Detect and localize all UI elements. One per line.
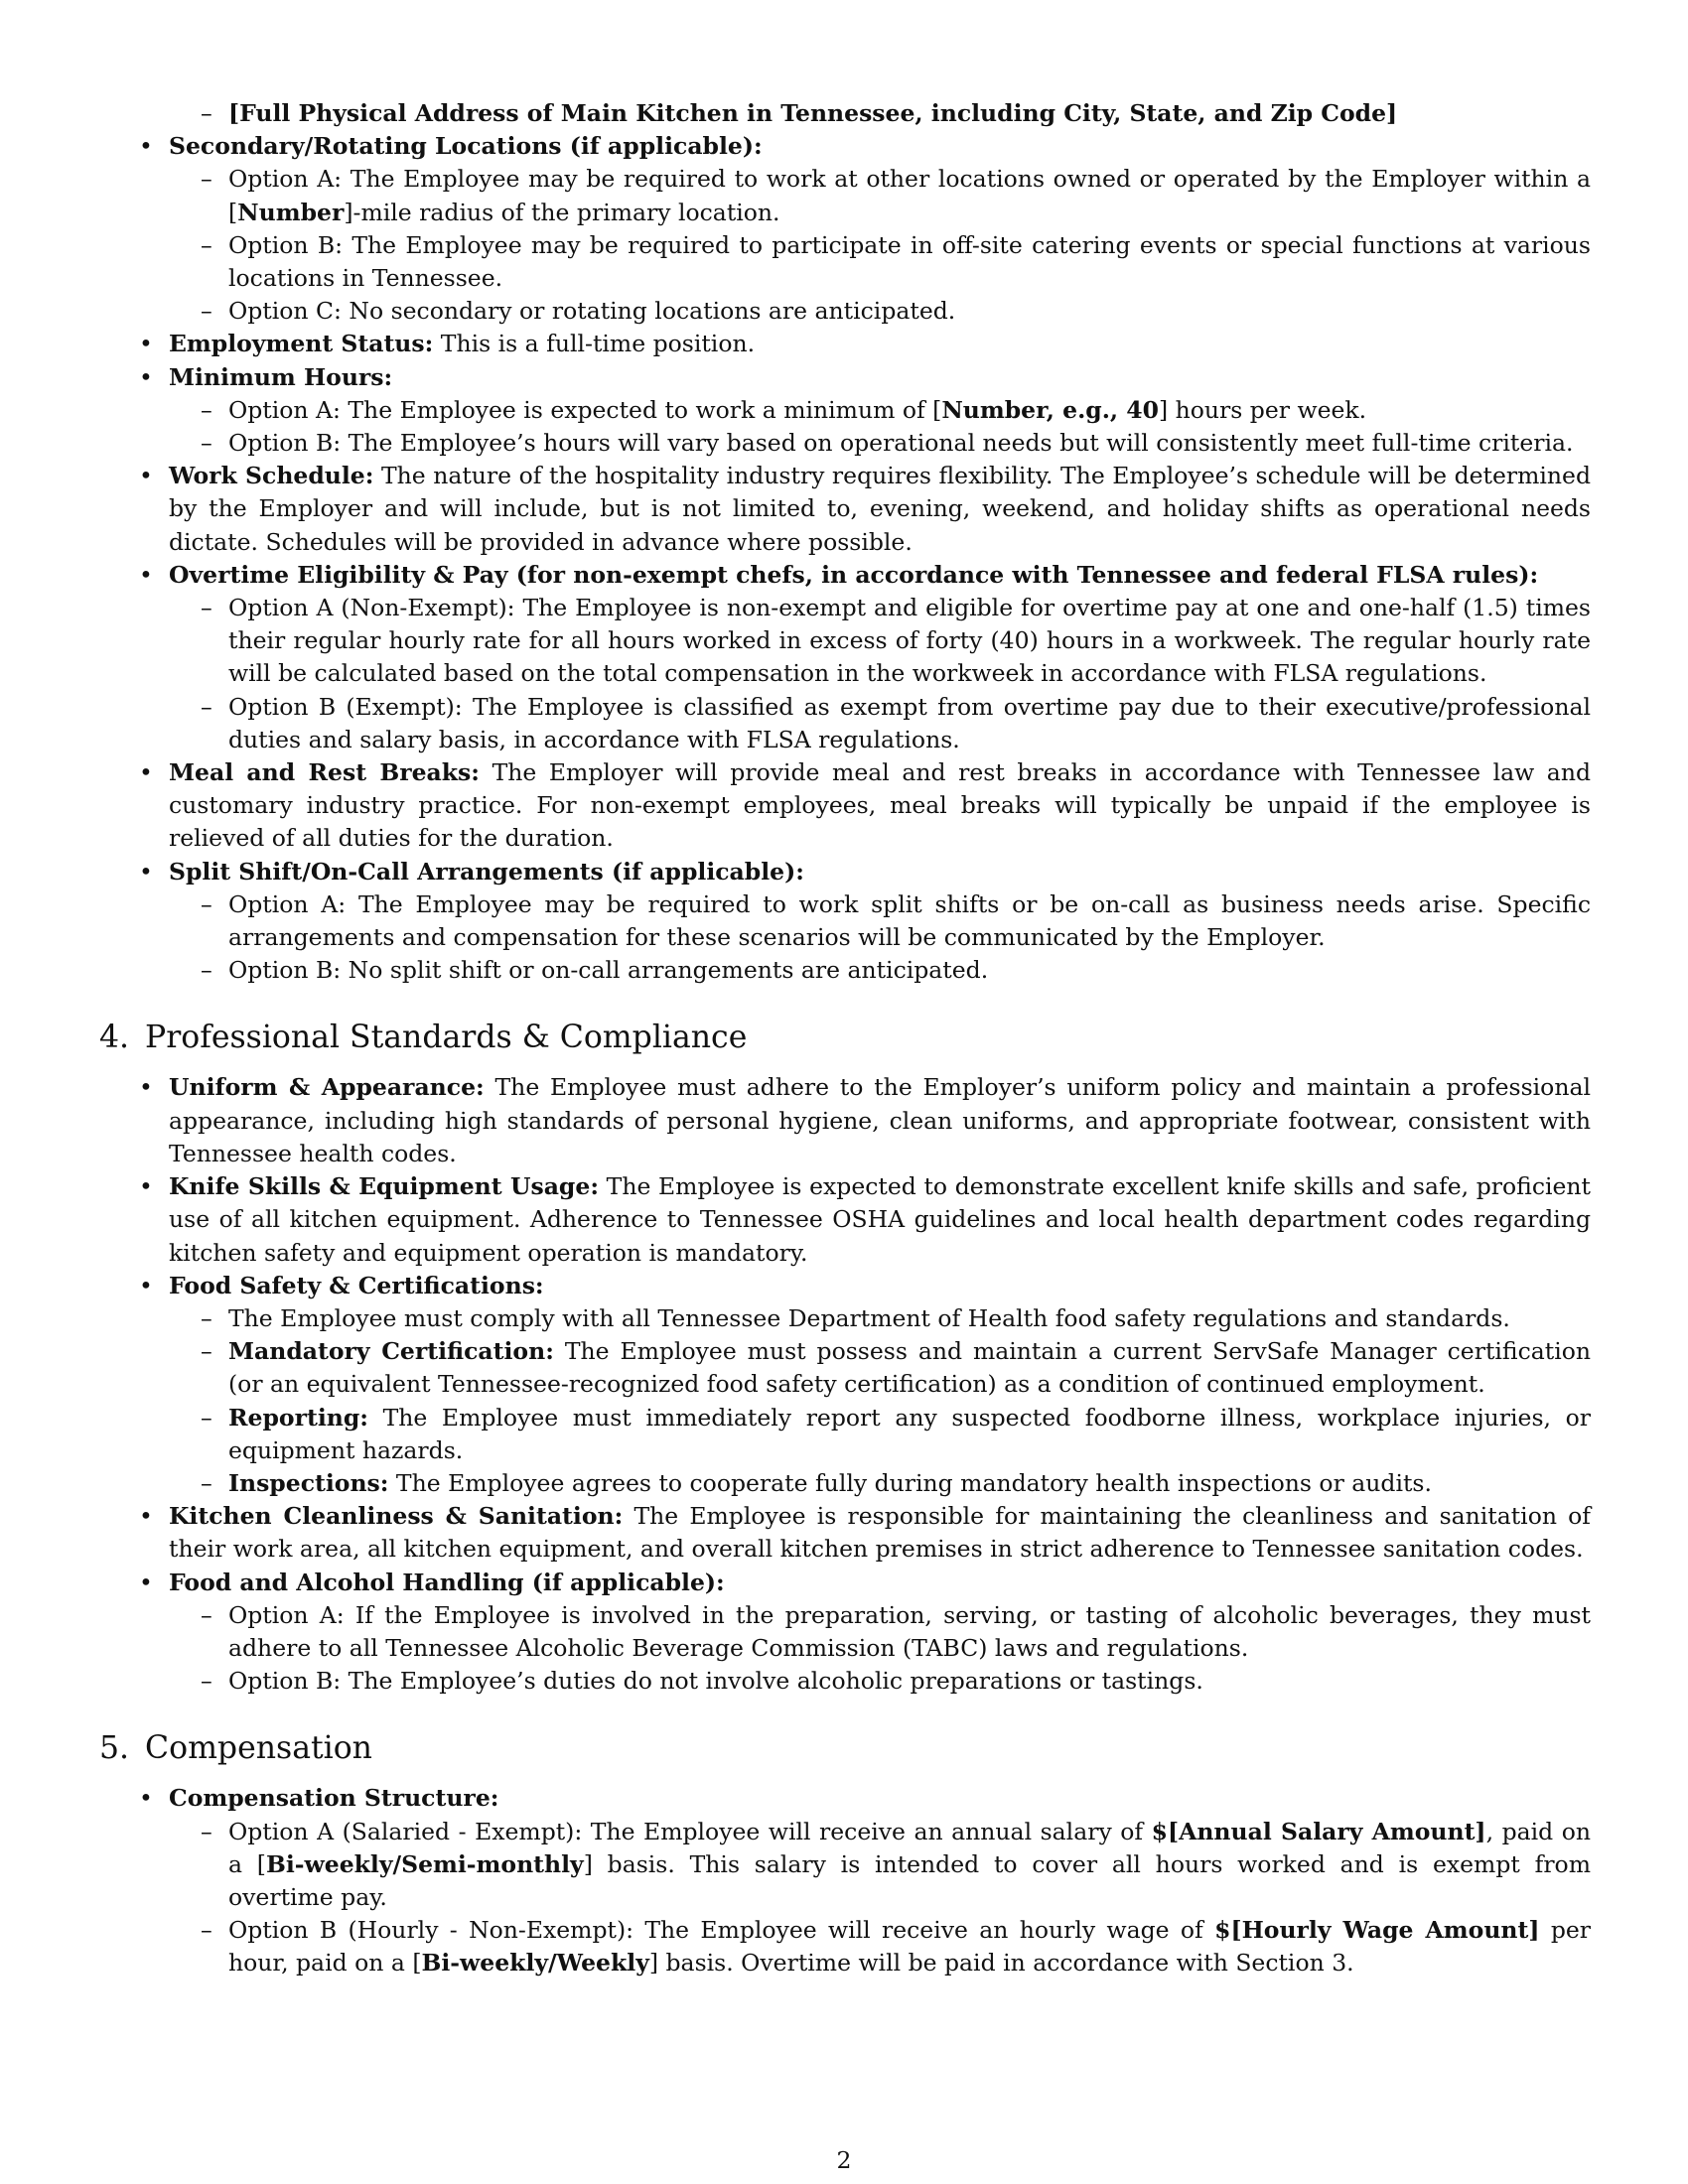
secondary-locations-label: Secondary/Rotating Locations (if applicable): (169, 132, 763, 161)
alcohol-option-a: – Option A: If the Employee is involved in the preparation, serving, or tasting of alcoholic beverages, they must adhere to all Tennessee Alcoholic Beverage Commission (TABC) laws and regulations. (228, 1599, 1591, 1665)
section4-number: 4. (99, 1020, 130, 1056)
cleanliness-text: The Employee is responsible for maintaining the cleanliness and sanitation of their work area, all kitchen equipment, and overall kitchen premises in strict adherence to Tennessee sanitation codes. (169, 1502, 1592, 1564)
compensation-structure-item (169, 1782, 1591, 1979)
secondary-option-b: – Option B: The Employee may be required to participate in off-site catering events or special functions at various locations in Tennessee. (228, 229, 1591, 295)
uniform-label: Uniform & Appearance: (169, 1073, 485, 1102)
cleanliness-item (169, 1500, 1591, 1566)
minimum-hours-option-b: – Option B: The Employee’s hours will vary based on operational needs but will consistently meet full-time criteria. (228, 427, 1591, 460)
compensation-option-a-rest: ] basis. This salary is intended to cover all hours worked and is exempt from overtime pay. (228, 1849, 1591, 1911)
address-placeholder: [Full Physical Address of Main Kitchen in Tennessee, including City, State, and Zip Code] (228, 99, 1398, 127)
secondary-locations-item (169, 130, 1591, 328)
section5-list (99, 1782, 1591, 1979)
section5-title: Compensation (145, 1730, 372, 1767)
secondary-option-a-number: Number (237, 198, 345, 226)
minimum-hours-option-a-rest: ] hours per week. (1158, 395, 1367, 424)
employment-status-item (169, 328, 1591, 360)
alcohol-option-b: – Option B: The Employee’s duties do not involve alcoholic preparations or tastings. (228, 1665, 1591, 1698)
salary-pay-schedule: Bi-weekly/Semi-monthly (265, 1849, 584, 1878)
overtime-option-b: – Option B (Exempt): The Employee is classified as exempt from overtime pay due to their executive/professional duties and salary basis, in accordance with FLSA regulations. (228, 691, 1591, 756)
compensation-option-b-text: Option B (Hourly - Non-Exempt): The Employee will receive an hourly wage of (228, 1916, 1215, 1945)
work-schedule-label: Work Schedule: (169, 462, 374, 490)
page-number: 2 (836, 2146, 852, 2174)
compensation-option-b-mid: per hour, paid on a [ (228, 1916, 1592, 1978)
meal-breaks-label: Meal and Rest Breaks: (169, 758, 480, 787)
minimum-hours-label: Minimum Hours: (169, 362, 393, 391)
knife-skills-item (169, 1170, 1591, 1270)
minimum-hours-option-a-text: Option A: The Employee is expected to work a minimum of [ (228, 395, 942, 424)
overtime-option-a: – Option A (Non-Exempt): The Employee is non-exempt and eligible for overtime pay at one and one-half (1.5) times their regular hourly rate for all hours worked in excess of forty (40) hours in a workweek. The regular hourly rate will be calculated based on the total compensation in the workweek in accordance with FLSA regulations. (228, 592, 1591, 691)
overtime-item (169, 559, 1591, 756)
minimum-hours-item (169, 361, 1591, 461)
hourly-wage-placeholder: $[Hourly Wage Amount] (1214, 1916, 1540, 1945)
minimum-hours-options (169, 394, 1591, 460)
main-kitchen-item (169, 97, 1591, 130)
minimum-hours-number: Number, e.g., 40 (941, 395, 1159, 424)
food-safety-compliance: – The Employee must comply with all Tennessee Department of Health food safety regulations and standards. (228, 1302, 1591, 1335)
food-safety-label: Food Safety & Certifications: (169, 1271, 544, 1299)
section5-number: 5. (99, 1730, 130, 1767)
work-schedule-text: The nature of the hospitality industry requires flexibility. The Employee’s schedule will be determined by the Employer and will include, but is not limited to, evening, weekend, and holiday shifts as operational needs dictate. Schedules will be provided in advance where possible. (169, 462, 1591, 556)
alcohol-options (169, 1599, 1591, 1699)
employment-status-text: This is a full-time position. (433, 330, 756, 358)
mandatory-certification-label: Mandatory Certification: (228, 1337, 554, 1366)
inspections (228, 1467, 1591, 1500)
secondary-locations-options (169, 163, 1591, 328)
hourly-pay-schedule: Bi-weekly/Weekly (421, 1949, 649, 1978)
split-shift-options (169, 888, 1591, 988)
cleanliness-label: Kitchen Cleanliness & Sanitation: (169, 1502, 624, 1531)
compensation-option-a-mid: , paid on a [ (228, 1817, 1591, 1878)
mandatory-certification-text: The Employee must possess and maintain a current ServSafe Manager certification (or an equivalent Tennessee-recognized food safety certification) as a condition of continued employment. (228, 1337, 1591, 1399)
secondary-option-a (228, 163, 1591, 228)
inspections-text: The Employee agrees to cooperate fully during mandatory health inspections or audits. (388, 1468, 1432, 1497)
compensation-options (169, 1816, 1591, 1980)
meal-breaks-item (169, 756, 1591, 856)
mandatory-certification (228, 1335, 1591, 1401)
section4-list (99, 1071, 1591, 1698)
main-kitchen-address (228, 97, 1591, 130)
meal-breaks-text: The Employer will provide meal and rest breaks in accordance with Tennessee law and customary industry practice. For non-exempt employees, meal breaks will typically be unpaid if the employee is relieved of all duties for the duration. (169, 758, 1591, 853)
minimum-hours-option-a (228, 394, 1591, 427)
compensation-option-a-text: Option A (Salaried - Exempt): The Employee will receive an annual salary of (228, 1817, 1152, 1845)
secondary-option-a-text: Option A: The Employee may be required to work at other locations owned or operated by the Employer within a [ (228, 165, 1591, 226)
document-page (99, 97, 1591, 1980)
uniform-item (169, 1071, 1591, 1170)
section4-heading (99, 1018, 1591, 1057)
knife-skills-label: Knife Skills & Equipment Usage: (169, 1172, 599, 1201)
employment-status-label: Employment Status: (169, 330, 434, 358)
section4-title: Professional Standards & Compliance (145, 1020, 748, 1056)
reporting-label: Reporting: (228, 1403, 368, 1432)
compensation-option-b-rest: ] basis. Overtime will be paid in accordance with Section 3. (648, 1949, 1354, 1978)
split-shift-label: Split Shift/On-Call Arrangements (if applicable): (169, 857, 804, 886)
inspections-label: Inspections: (228, 1468, 389, 1497)
compensation-option-b (228, 1914, 1591, 1979)
food-safety-item (169, 1270, 1591, 1500)
secondary-option-c: – Option C: No secondary or rotating locations are anticipated. (228, 295, 1591, 328)
overtime-label: Overtime Eligibility & Pay (for non-exempt chefs, in accordance with Tennessee and federal FLSA rules): (169, 560, 1539, 589)
reporting-text: The Employee must immediately report any suspected foodborne illness, workplace injuries, or equipment hazards. (228, 1403, 1591, 1464)
section3-list (99, 97, 1591, 987)
compensation-option-a (228, 1816, 1591, 1915)
food-safety-sublist (169, 1302, 1591, 1500)
compensation-structure-label: Compensation Structure: (169, 1784, 499, 1813)
work-schedule-item (169, 460, 1591, 559)
alcohol-label: Food and Alcohol Handling (if applicable): (169, 1568, 725, 1596)
split-shift-item (169, 856, 1591, 988)
split-shift-option-a: – Option A: The Employee may be required to work split shifts or be on-call as business needs arise. Specific arrangements and compensation for these scenarios will be communicated by the Employer. (228, 888, 1591, 954)
reporting (228, 1402, 1591, 1467)
annual-salary-placeholder: $[Annual Salary Amount] (1151, 1817, 1486, 1845)
knife-skills-text: The Employee is expected to demonstrate excellent knife skills and safe, proficient use of all kitchen equipment. Adherence to Tennessee OSHA guidelines and local health department codes regarding kitchen safety and equipment operation is mandatory. (169, 1172, 1591, 1267)
secondary-option-a-rest: ]-mile radius of the primary location. (344, 198, 780, 226)
uniform-text: The Employee must adhere to the Employer’s uniform policy and maintain a professional appearance, including high standards of personal hygiene, clean uniforms, and appropriate footwear, consistent with Tennessee health codes. (169, 1073, 1591, 1167)
overtime-options (169, 592, 1591, 756)
main-kitchen-sublist (169, 97, 1591, 130)
section5-heading (99, 1728, 1591, 1768)
split-shift-option-b: – Option B: No split shift or on-call arrangements are anticipated. (228, 954, 1591, 987)
alcohol-item (169, 1567, 1591, 1699)
